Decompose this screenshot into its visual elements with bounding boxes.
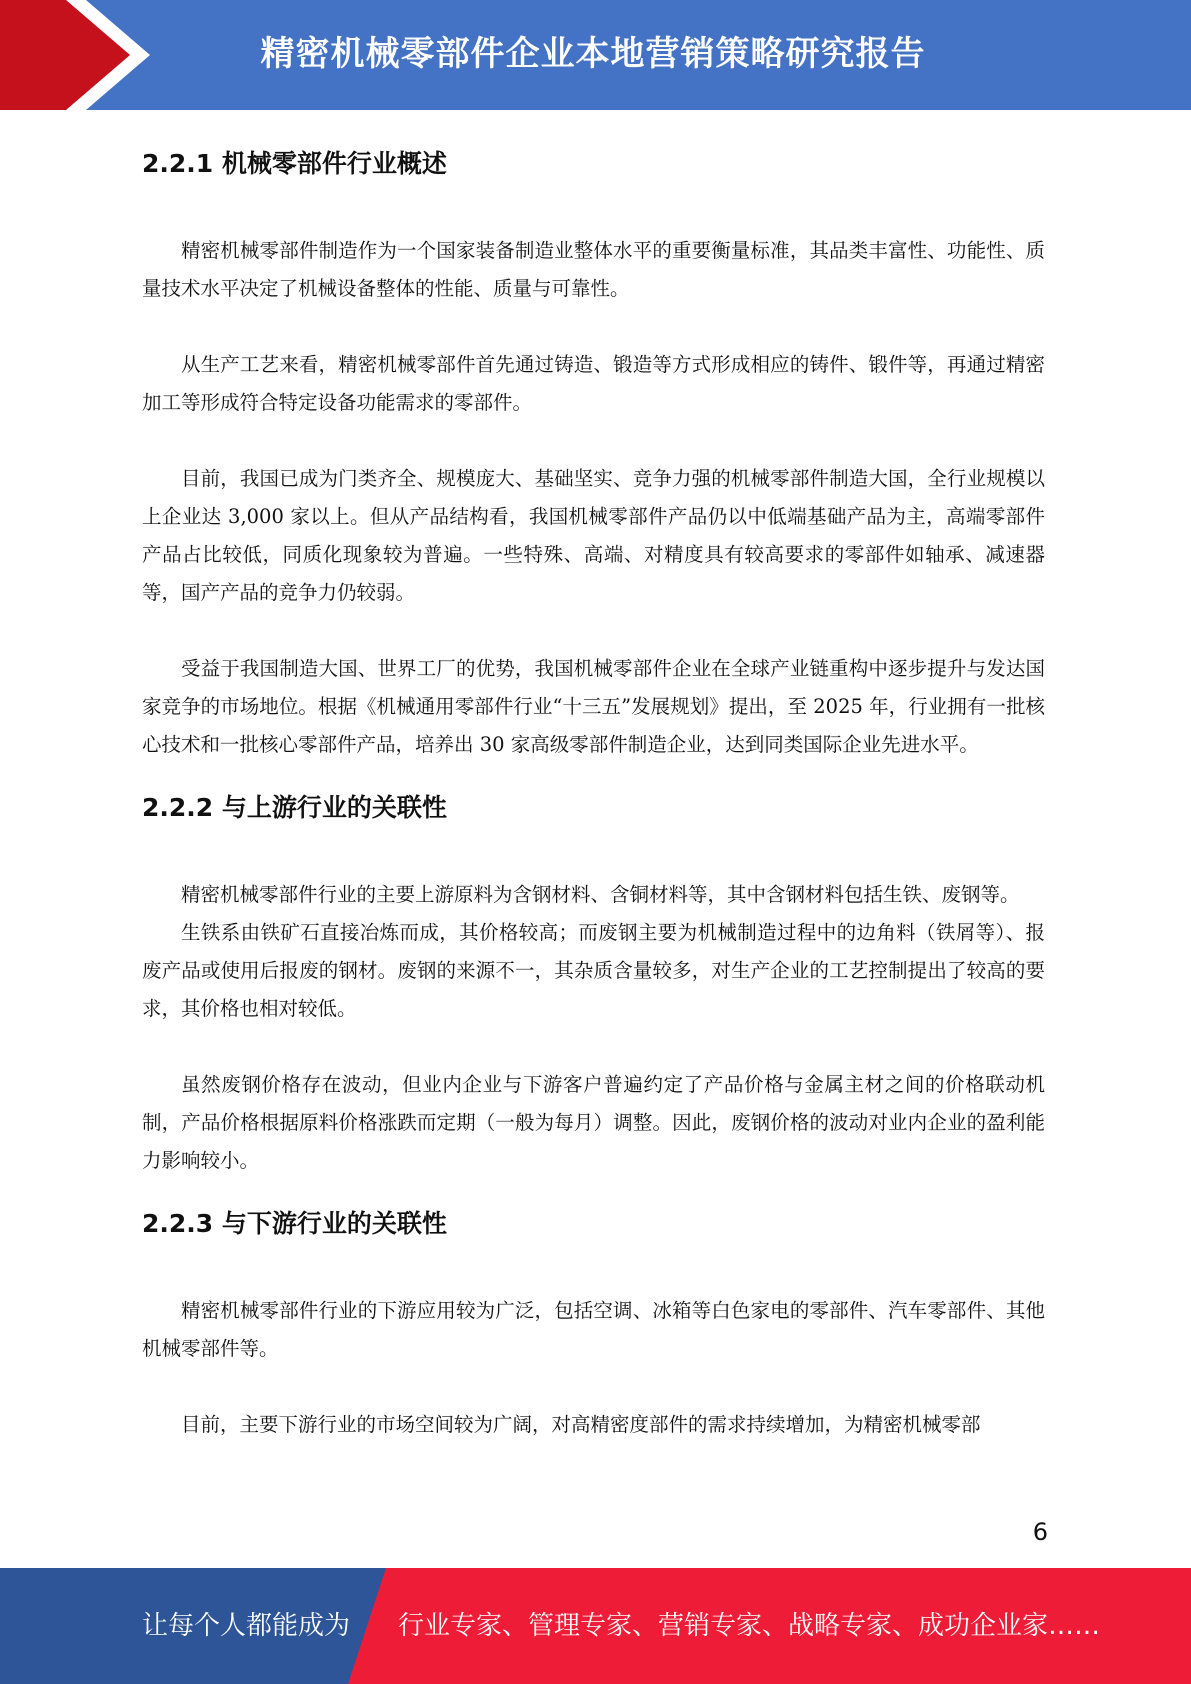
document-body bbox=[142, 118, 1045, 1444]
paragraph: 精密机械零部件行业的下游应用较为广泛，包括空调、冰箱等白色家电的零部件、汽车零部件、其他机械零部件等。 bbox=[142, 1299, 1045, 1360]
header-arrow-decoration bbox=[0, 0, 160, 110]
section-heading-2-2-2: 2.2.2 与上游行业的关联性 bbox=[142, 793, 447, 822]
footer-slogan-right: 行业专家、管理专家、营销专家、战略专家、成功企业家…… bbox=[398, 1611, 1101, 1641]
section-heading-2-2-3: 2.2.3 与下游行业的关联性 bbox=[142, 1209, 447, 1238]
paragraph: 目前，我国已成为门类齐全、规模庞大、基础坚实、竞争力强的机械零部件制造大国，全行业规模以上企业达 3,000 家以上。但从产品结构看，我国机械零部件产品仍以中低端基础产品为主，高端零部件产品占比较低，同质化现象较为普遍。一些特殊、高端、对精度具有较高要求的零部件如轴承、减速器等，国产产品的竞争力仍较弱。 bbox=[142, 467, 1045, 604]
paragraph: 受益于我国制造大国、世界工厂的优势，我国机械零部件企业在全球产业链重构中逐步提升与发达国家竞争的市场地位。根据《机械通用零部件行业“十三五”发展规划》提出，至 2025 年，行业拥有一批核心技术和一批核心零部件产品，培养出 30 家高级零部件制造企业，达到同类国际企业先进水平。 bbox=[142, 657, 1045, 756]
paragraph: 精密机械零部件制造作为一个国家装备制造业整体水平的重要衡量标准，其品类丰富性、功能性、质量技术水平决定了机械设备整体的性能、质量与可靠性。 bbox=[142, 239, 1045, 300]
page-number: 6 bbox=[1032, 1518, 1048, 1546]
page-footer bbox=[0, 1568, 1191, 1684]
paragraph: 从生产工艺来看，精密机械零部件首先通过铸造、锻造等方式形成相应的铸件、锻件等，再通过精密加工等形成符合特定设备功能需求的零部件。 bbox=[142, 353, 1045, 414]
footer-slogan-left: 让每个人都能成为 bbox=[142, 1611, 351, 1641]
paragraph: 虽然废钢价格存在波动，但业内企业与下游客户普遍约定了产品价格与金属主材之间的价格联动机制，产品价格根据原料价格涨跌而定期（一般为每月）调整。因此，废钢价格的波动对业内企业的盈利能力影响较小。 bbox=[142, 1073, 1045, 1172]
page-header bbox=[0, 0, 1191, 110]
paragraph: 精密机械零部件行业的主要上游原料为含钢材料、含铜材料等，其中含钢材料包括生铁、废钢等。 bbox=[181, 883, 1020, 906]
paragraph: 目前，主要下游行业的市场空间较为广阔，对高精密度部件的需求持续增加，为精密机械零部 bbox=[181, 1413, 981, 1436]
paragraph: 生铁系由铁矿石直接冶炼而成，其价格较高；而废钢主要为机械制造过程中的边角料（铁屑等）、报废产品或使用后报废的钢材。废钢的来源不一，其杂质含量较多，对生产企业的工艺控制提出了较高的要求，其价格也相对较低。 bbox=[142, 921, 1045, 1020]
section-heading-2-2-1: 2.2.1 机械零部件行业概述 bbox=[142, 149, 447, 178]
report-title: 精密机械零部件企业本地营销策略研究报告 bbox=[260, 34, 926, 74]
